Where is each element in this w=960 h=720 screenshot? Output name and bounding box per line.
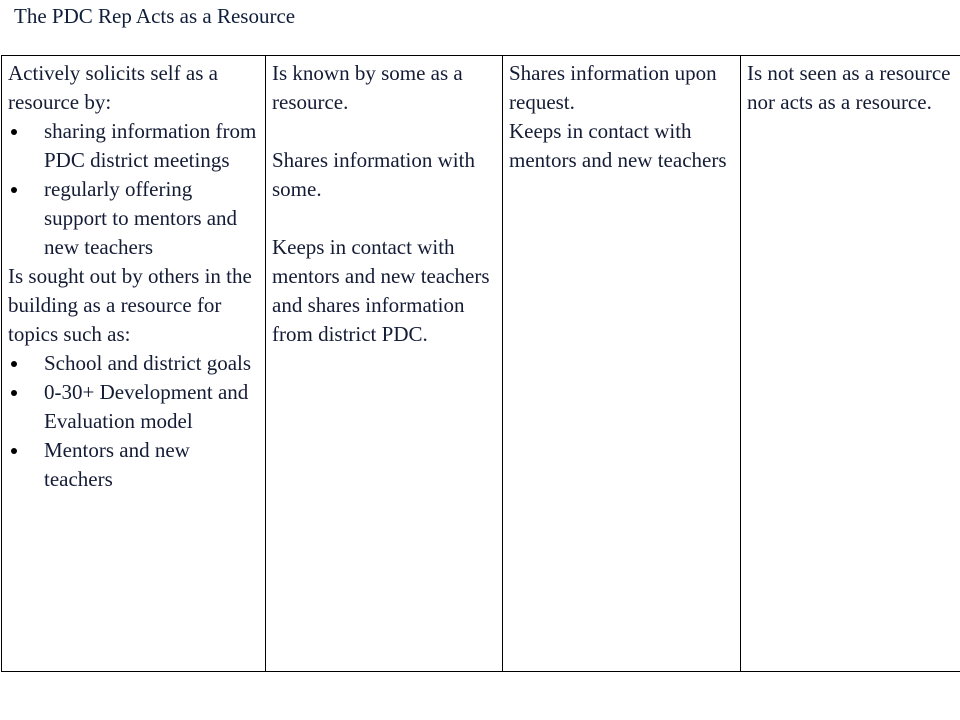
rubric-table [1, 55, 960, 672]
rubric-cell-level-2 [266, 56, 503, 672]
bullet-list [8, 117, 259, 262]
bullet-item [8, 349, 259, 378]
cell-text: Shares information upon request. [509, 61, 717, 114]
cell-text: Is known by some as a resource. [272, 61, 463, 114]
bullet-text: 0-30+ Development and Evaluation model [44, 380, 249, 433]
bullet-item [8, 175, 259, 262]
rubric-cell-level-1 [2, 56, 266, 672]
rubric-row [2, 56, 960, 672]
bullet-icon [11, 390, 17, 396]
bullet-item [8, 117, 259, 175]
cell-text: Keeps in contact with mentors and new teachers [509, 119, 727, 172]
rubric-cell-level-4 [741, 56, 960, 672]
bullet-icon [11, 129, 17, 135]
bullet-text: regularly offering support to mentors and new teachers [44, 177, 238, 259]
bullet-item [8, 436, 259, 494]
bullet-text: Mentors and new teachers [44, 438, 190, 491]
bullet-text: sharing information from PDC district meetings [44, 119, 257, 172]
bullet-text: School and district goals [44, 351, 252, 375]
document-title: The PDC Rep Acts as a Resource [14, 4, 296, 28]
bullet-list [8, 349, 259, 494]
rubric-cell-level-3 [503, 56, 741, 672]
cell-text: Shares information with some. [272, 148, 475, 201]
bullet-icon [11, 448, 17, 454]
bullet-item [8, 378, 259, 436]
cell-text: Keeps in contact with mentors and new teachers and shares information from district PDC. [272, 235, 490, 346]
cell-text: Actively solicits self as a resource by: [8, 61, 218, 114]
bullet-icon [11, 187, 17, 193]
bullet-icon [11, 361, 17, 367]
cell-text: Is not seen as a resource nor acts as a resource. [747, 61, 951, 114]
cell-text: Is sought out by others in the building as a resource for topics such as: [8, 264, 252, 346]
